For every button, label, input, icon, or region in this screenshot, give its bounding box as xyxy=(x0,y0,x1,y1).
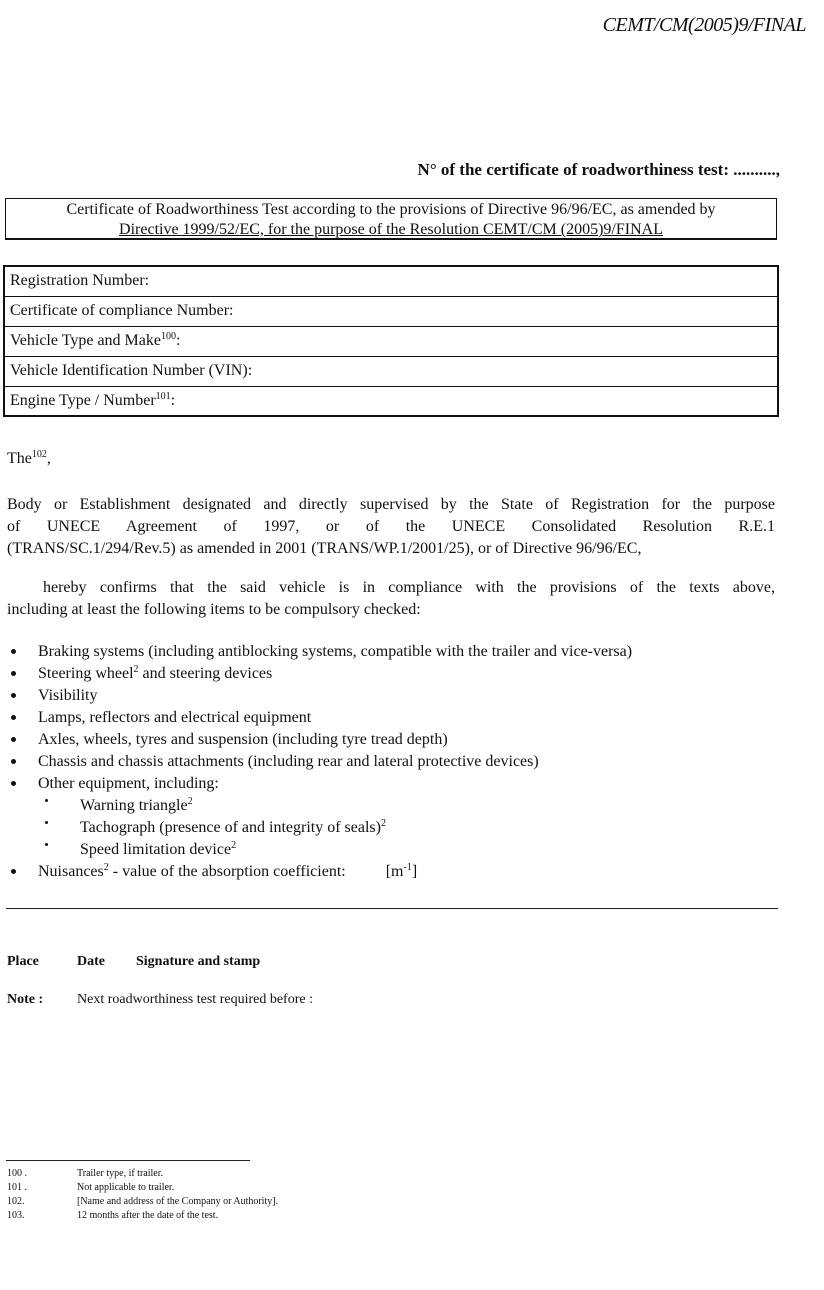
signature-stamp-label: Signature and stamp xyxy=(136,954,261,969)
date-label: Date xyxy=(77,954,105,969)
field-row xyxy=(4,356,778,386)
bullet-icon xyxy=(11,759,16,764)
field-compliance-number: Certificate of compliance Number: xyxy=(4,296,778,326)
list-item: Visibility xyxy=(8,685,632,707)
list-item: Other equipment, including: xyxy=(8,773,632,795)
designation-line-2: of UNECE Agreement of 1997, or of the UNECE Consolidated Resolution R.E.1 xyxy=(7,518,775,535)
section-divider xyxy=(6,908,778,909)
field-vehicle-type-make: Vehicle Type and Make$^{100}$: xyxy=(4,326,778,356)
certificate-title-box xyxy=(5,198,777,240)
note-label: Note : xyxy=(7,992,44,1007)
document-reference: CEMT/CM(2005)9/FINAL xyxy=(602,14,806,36)
list-item: Axles, wheels, tyres and suspension (including tyre tread depth) xyxy=(8,729,632,751)
vehicle-fields-table xyxy=(3,265,779,417)
list-item: Steering wheel$^2$ and steering devices xyxy=(8,663,632,685)
bullet-icon xyxy=(11,715,16,720)
list-item: Warning triangle$^2$ xyxy=(8,795,632,817)
footnotes xyxy=(7,1167,278,1223)
bullet-icon xyxy=(11,693,16,698)
field-row xyxy=(4,326,778,356)
footnote: 103. 12 months after the date of the test. xyxy=(7,1210,219,1221)
certificate-title-line-1: Certificate of Roadworthiness Test according to the provisions of Directive 96/96/EC, as amended by xyxy=(66,201,716,218)
certificate-title-line-2: Directive 1999/52/EC, for the purpose of the Resolution CEMT/CM (2005)9/FINAL xyxy=(119,221,663,238)
field-registration-number: Registration Number: xyxy=(10,272,150,290)
bullet-icon xyxy=(45,843,48,846)
list-item: Tachograph (presence of and integrity of seals)$^2$ xyxy=(8,817,632,839)
note-text: Next roadworthiness test required before : xyxy=(77,992,313,1007)
bullet-icon xyxy=(11,649,16,654)
designation-line-1: Body or Establishment designated and directly supervised by the State of Registration for the purpose xyxy=(7,496,775,513)
confirmation-line-1: hereby confirms that the said vehicle is in compliance with the provisions of the texts above, xyxy=(43,579,775,596)
field-row xyxy=(4,296,778,326)
field-engine-type-number: Engine Type / Number$^{101}$: xyxy=(4,386,778,416)
checklist xyxy=(8,641,632,883)
list-item: Nuisances$^2$ - value of the absorption coefficient: $[m^{-1}]$ xyxy=(8,861,632,883)
certificate-number-label: N° of the certificate of roadworthiness test: .........., xyxy=(417,160,780,179)
bullet-icon xyxy=(11,781,16,786)
designation-line-3: (TRANS/SC.1/294/Rev.5) as amended in 2001 (TRANS/WP.1/2001/25), or of Directive 96/96/EC, xyxy=(7,540,642,557)
field-row xyxy=(4,266,778,296)
footnote: 101 . Not applicable to trailer. xyxy=(7,1182,175,1193)
signature-row xyxy=(7,954,260,970)
list-item: Speed limitation device$^2$ xyxy=(8,839,632,861)
confirmation-paragraph xyxy=(7,577,775,621)
bullet-icon xyxy=(11,737,16,742)
bullet-icon xyxy=(11,869,16,874)
place-label: Place xyxy=(7,954,39,969)
list-item: Lamps, reflectors and electrical equipment xyxy=(8,707,632,729)
footnote: 100 . Trailer type, if trailer. xyxy=(7,1168,163,1179)
list-item: Chassis and chassis attachments (including rear and lateral protective devices) xyxy=(8,751,632,773)
bullet-icon xyxy=(45,821,48,824)
bullet-icon xyxy=(11,671,16,676)
field-vin: Vehicle Identification Number (VIN): xyxy=(4,356,778,386)
designation-paragraph xyxy=(7,494,775,560)
confirmation-line-2: including at least the following items to be compulsory checked: xyxy=(7,601,421,618)
note-row xyxy=(7,992,313,1008)
list-item: Braking systems (including antiblocking systems, compatible with the trailer and vice-versa) xyxy=(8,641,632,663)
field-row xyxy=(4,386,778,416)
the-line: The$^{102}$, xyxy=(7,449,51,467)
footnote: 102. [Name and address of the Company or Authority]. xyxy=(7,1196,279,1207)
bullet-icon xyxy=(45,799,48,802)
footnote-divider xyxy=(6,1160,250,1161)
